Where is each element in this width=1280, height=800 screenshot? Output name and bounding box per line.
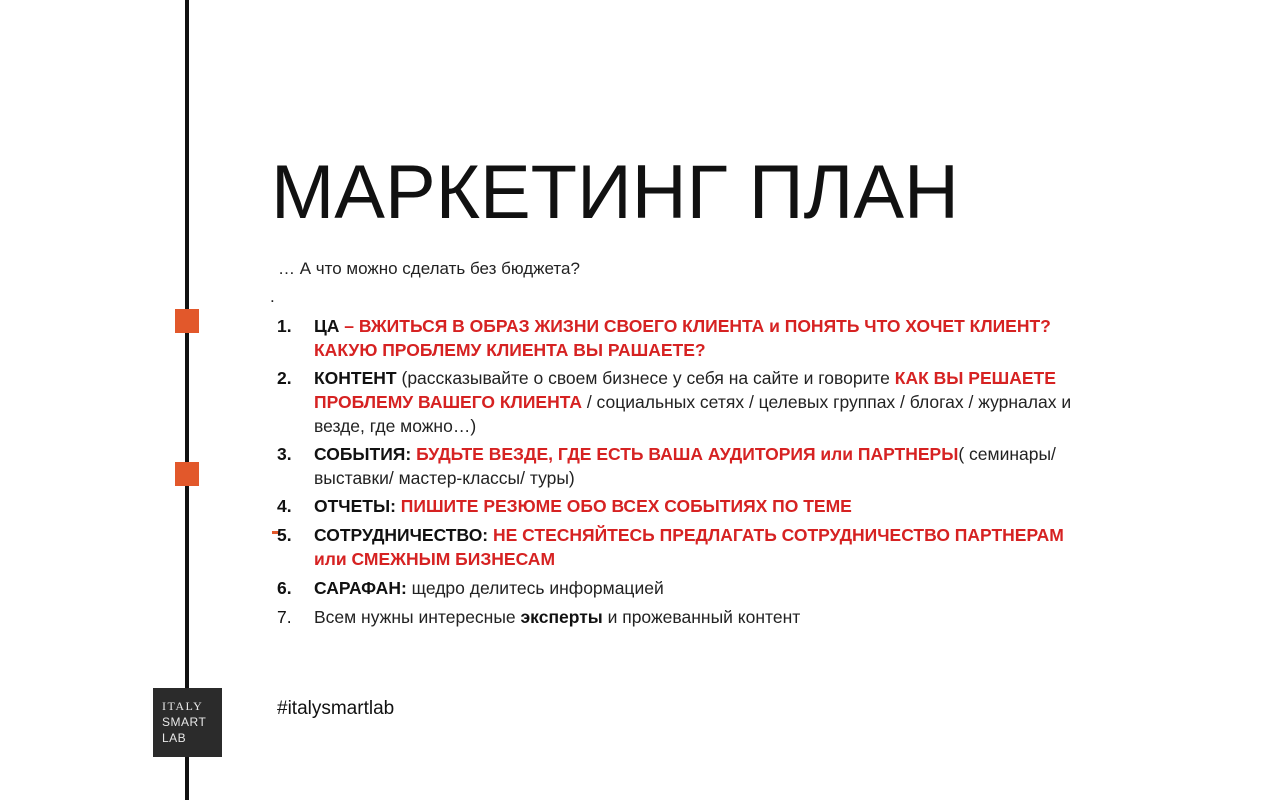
accent-square-marker (175, 309, 199, 333)
logo-line-smart: SMART (162, 715, 207, 729)
item-label: САРАФАН: (314, 578, 407, 598)
item-highlight: КАК ВЫ РЕШАЕТЕ ПРОБЛЕМУ ВАШЕГО КЛИЕНТА (314, 368, 1056, 412)
item-text: / социальных сетях / целевых группах / блогах / журналах и везде, где можно…) (314, 392, 1072, 436)
item-label: СОБЫТИЯ: (314, 444, 412, 464)
item-label: эксперты (520, 607, 603, 627)
item-highlight: НЕ СТЕСНЯЙТЕСЬ ПРЕДЛАГАТЬ СОТРУДНИЧЕСТВО ПАРТНЕРАМ или СМЕЖНЫМ БИЗНЕСАМ (314, 525, 1064, 569)
list-item (276, 576, 1076, 600)
item-number: 4. (277, 496, 292, 516)
hashtag: #italysmartlab (277, 698, 395, 719)
list-item (276, 605, 1076, 629)
logo-line-lab: LAB (162, 731, 187, 745)
stray-dot: . (270, 287, 275, 306)
marketing-plan-list (276, 314, 1076, 629)
item-text: и прожеванный контент (602, 607, 801, 627)
item-number: 3. (277, 444, 292, 464)
slide-title: МАРКЕТИНГ ПЛАН (271, 150, 959, 235)
list-item (276, 366, 1076, 438)
item-number: 6. (277, 578, 292, 598)
list-item (276, 442, 1076, 490)
item-label: СОТРУДНИЧЕСТВО: (314, 525, 489, 545)
list-item (276, 494, 1076, 518)
item-text: ( семинары/выставки/ мастер-классы/ туры) (314, 444, 1056, 488)
item-text: Всем нужны интересные (314, 607, 521, 627)
item-text: (рассказывайте о своем бизнесе у себя на сайте и говорите (396, 368, 895, 388)
item-number: 1. (277, 316, 292, 336)
item-number: 5. (277, 525, 292, 545)
item-highlight: ВЖИТЬСЯ В ОБРАЗ ЖИЗНИ СВОЕГО КЛИЕНТА и ПОНЯТЬ ЧТО ХОЧЕТ КЛИЕНТ? КАКУЮ ПРОБЛЕМУ КЛИЕНТА ВЫ РАШАЕТЕ? (314, 316, 1051, 360)
item-label: ЦА (314, 316, 340, 336)
item-label: ОТЧЕТЫ: (314, 496, 396, 516)
logo-line-italy: ITALY (162, 699, 204, 713)
item-highlight: БУДЬТЕ ВЕЗДЕ, ГДЕ ЕСТЬ ВАША АУДИТОРИЯ или ПАРТНЕРЫ (411, 444, 959, 464)
item-label: КОНТЕНТ (314, 368, 397, 388)
item-separator: – (339, 316, 359, 336)
accent-square-marker (175, 462, 199, 486)
vertical-divider-line (185, 0, 189, 800)
list-item (276, 314, 1076, 362)
item-number: 2. (277, 368, 292, 388)
list-item (276, 523, 1076, 571)
item-number: 7. (277, 607, 292, 627)
italy-smart-lab-logo (153, 688, 222, 757)
item-highlight: ПИШИТЕ РЕЗЮМЕ ОБО ВСЕХ СОБЫТИЯХ ПО ТЕМЕ (395, 496, 852, 516)
item-text: щедро делитесь информацией (406, 578, 664, 598)
slide-subtitle: … А что можно сделать без бюджета? (278, 259, 580, 278)
